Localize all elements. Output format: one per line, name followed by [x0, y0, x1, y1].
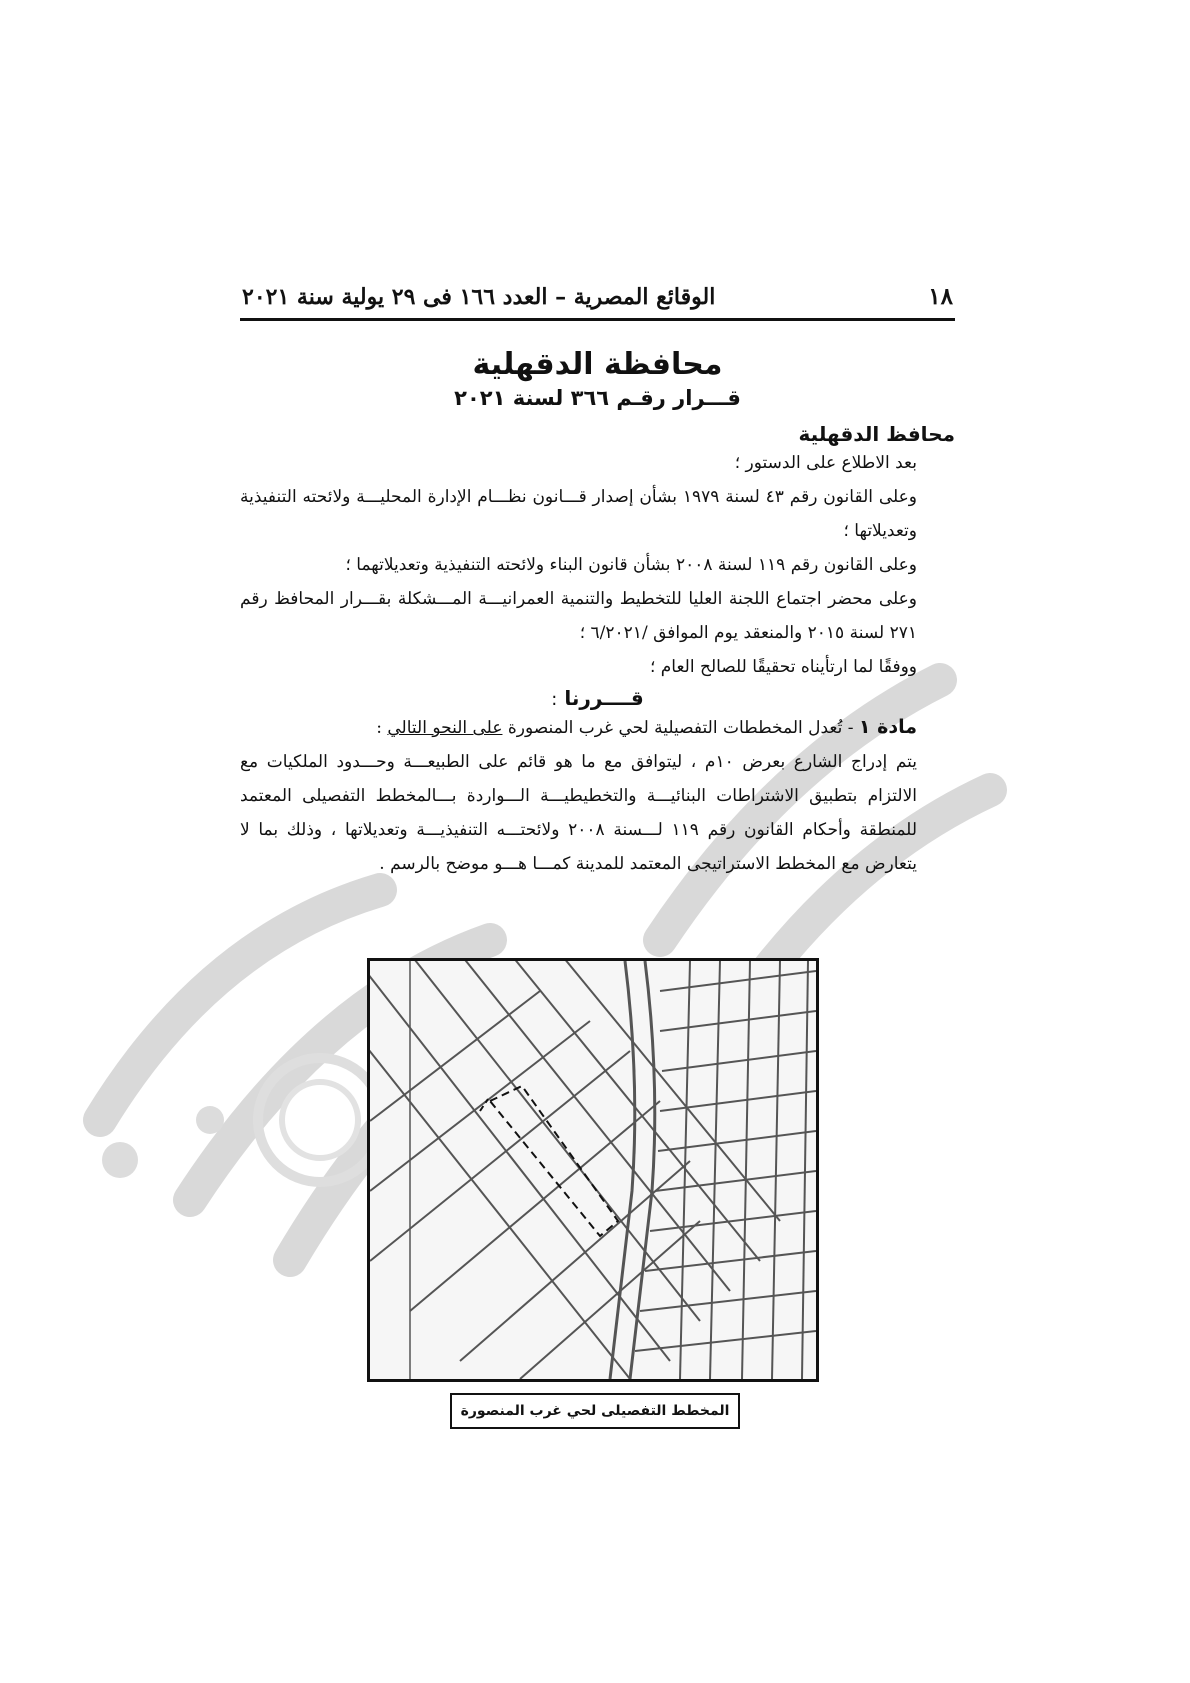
article-1-lead — [240, 710, 955, 745]
decided-heading — [240, 686, 955, 710]
map-caption: المخطط التفصيلى لحي غرب المنصورة — [450, 1393, 740, 1429]
street-map-drawing — [370, 961, 816, 1379]
page-number: ١٨ — [928, 283, 953, 310]
article-label: مادة ١ — [858, 716, 917, 738]
preamble-4: وعلى محضر اجتماع اللجنة العليا للتخطيط والتنمية العمرانيـــة المـــشكلة بقـــرار المحافظ رقم ٢٧١ لسنة ٢٠١٥ والمنعقد يوم الموافق /٦/٢٠٢١ ؛ — [240, 589, 917, 643]
article-lead-underlined: على النحو التالي — [387, 718, 503, 738]
street-map — [367, 958, 819, 1382]
preamble-5: ووفقًا لما ارتأيناه تحقيقًا للصالح العام ؛ — [649, 657, 917, 677]
preamble-3: وعلى القانون رقم ١١٩ لسنة ٢٠٠٨ بشأن قانون البناء ولائحته التنفيذية وتعديلاتهما ؛ — [345, 555, 917, 575]
preamble-1: بعد الاطلاع على الدستور ؛ — [734, 453, 917, 473]
gazette-page — [240, 270, 955, 881]
decided-label: قــــررنا — [564, 686, 644, 710]
decided-colon: : — [551, 689, 558, 710]
preamble-2: وعلى القانون رقم ٤٣ لسنة ١٩٧٩ بشأن إصدار قـــانون نظـــام الإدارة المحليـــة ولائحته التنفيذية وتعديلاتها ؛ — [240, 487, 917, 541]
page-header — [240, 270, 955, 310]
article-1-body: يتم إدراج الشارع بعرض ١٠م ، ليتوافق مع ما هو قائم على الطبيعـــة وحـــدود الملكيات مع الالتزام بتطبيق الاشتراطات البنائيـــة والتخطيطيـــة الـــواردة بـــالمخطط التفصيلى المعتمد للمنطقة وأحكام القانون رقم ١١٩ لـــسنة ٢٠٠٨ ولائحتـــه التنفيذيـــة وتعديلاتها ، وذلك بما لا يتعارض مع المخطط الاستراتيجى المعتمد للمدينة كمـــا هـــو موضح بالرسم . — [240, 752, 917, 874]
issuer-heading: محافظ الدقهلية — [798, 422, 955, 446]
header-rule — [240, 318, 955, 321]
decree-number: قـــرار رقـم ٣٦٦ لسنة ٢٠٢١ — [454, 386, 741, 410]
document-title: محافظة الدقهلية — [472, 347, 723, 382]
publication-line: الوقائع المصرية – العدد ١٦٦ فى ٢٩ يولية سنة ٢٠٢١ — [242, 284, 716, 310]
article-lead-text: - تُعدل المخططات التفصيلية لحي غرب المنصورة — [502, 718, 859, 738]
article-lead-tail: : — [376, 718, 388, 738]
